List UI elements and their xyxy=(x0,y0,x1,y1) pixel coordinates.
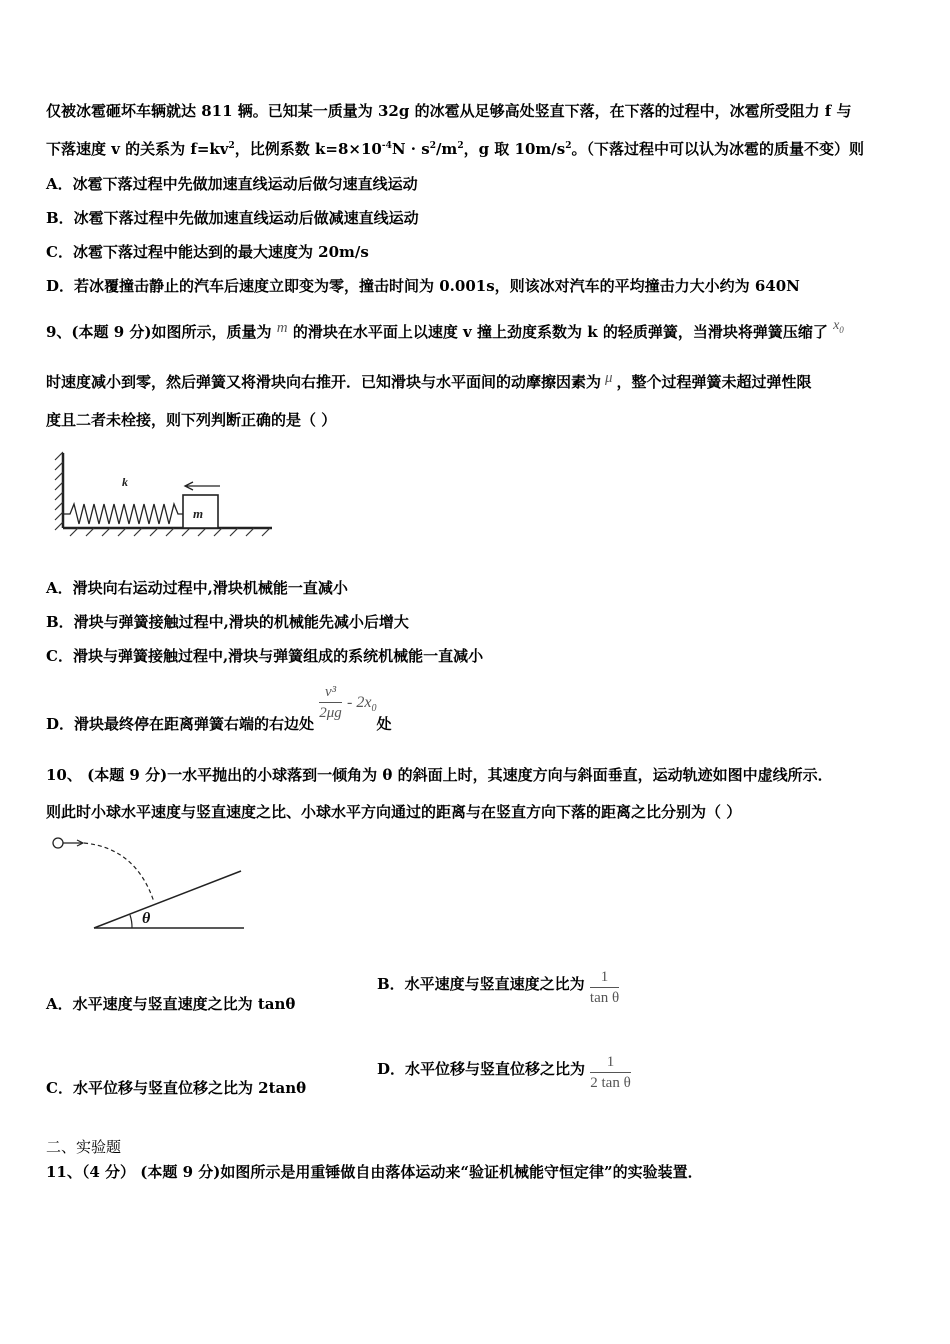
q9-option-a: A．滑块向右运动过程中,滑块机械能一直减小 xyxy=(46,579,348,597)
q9-option-d-text: 处 xyxy=(376,714,392,733)
q8-option-b: B．冰雹下落过程中先做加速直线运动后做减速直线运动 xyxy=(46,209,419,227)
superscript: 2 xyxy=(429,141,436,151)
intro-text: ，比例系数 k=8×10 xyxy=(234,140,382,158)
block-label: m xyxy=(193,506,204,521)
q10-option-b-text: B．水平速度与竖直速度之比为 xyxy=(377,974,585,993)
fraction-denominator: 2μg xyxy=(319,705,342,721)
intro-text: /m xyxy=(435,140,458,158)
q10-option-c: C．水平位移与竖直位移之比为 2tanθ xyxy=(46,1079,307,1097)
q8-option-d: D．若冰覆撞击静止的汽车后速度立即变为零，撞击时间为 0.001s，则该冰对汽车的平均撞击力大小约为 640N xyxy=(46,277,800,295)
q9-text: ，整个过程弹簧未超过弹性限 xyxy=(616,373,812,391)
q9-option-b: B．滑块与弹簧接触过程中,滑块的机械能先减小后增大 xyxy=(46,613,409,631)
intro-line-2 xyxy=(46,139,864,159)
q9-text: 时速度减小到零，然后弹簧又将滑块向右推开．已知滑块与水平面间的动摩擦因素为 xyxy=(46,373,602,391)
intro-text: 下落速度 v 的关系为 f=kv xyxy=(46,140,229,158)
fraction-denominator: 2 tan θ xyxy=(590,1075,631,1091)
q9-stem-line-3: 度且二者未栓接，则下列判断正确的是（ ） xyxy=(46,411,337,429)
q10-stem-line-2: 则此时小球水平速度与竖直速度之比、小球水平方向通过的距离与在竖直方向下落的距离之比分别为（ ） xyxy=(46,803,742,821)
intro-line-1: 仅被冰雹砸坏车辆就达 811 辆。已知某一质量为 32g 的冰雹从足够高处竖直下落，在下落的过程中，冰雹所受阻力 f 与 xyxy=(46,102,852,120)
intro-text: 。（下落过程中可以认为冰雹的质量不变）则 xyxy=(571,140,864,158)
fraction xyxy=(590,967,619,1008)
superscript: 2 xyxy=(228,141,235,151)
var-mu: μ xyxy=(605,370,613,386)
incline xyxy=(94,871,241,928)
spring-block-figure xyxy=(50,448,280,540)
q8-option-a: A．冰雹下落过程中先做加速直线运动后做匀速直线运动 xyxy=(46,175,418,193)
spring xyxy=(63,504,183,524)
trajectory xyxy=(84,843,154,902)
fraction-numerator: 1 xyxy=(590,967,619,988)
angle-label: θ xyxy=(142,910,151,927)
intro-text: ，g 取 10m/s xyxy=(463,140,566,158)
q9-option-d-text: D．滑块最终停在距离弹簧右端的右边处 xyxy=(46,714,315,733)
q9-stem-line-1 xyxy=(46,318,844,348)
superscript: 2 xyxy=(457,141,464,151)
fraction-denominator: tan θ xyxy=(589,990,620,1006)
q10-option-a: A．水平速度与竖直速度之比为 tanθ xyxy=(46,995,296,1013)
fraction-numerator: v³ xyxy=(319,682,342,703)
superscript: 2 xyxy=(565,141,572,151)
q11-stem: 11、（4 分） (本题 9 分)如图所示是用重锤做自由落体运动来“验证机械能守恒定律”的实验装置． xyxy=(46,1163,703,1181)
subscript: 0 xyxy=(371,702,377,714)
q10-option-d xyxy=(377,1052,631,1093)
q9-option-c: C．滑块与弹簧接触过程中,滑块与弹簧组成的系统机械能一直减小 xyxy=(46,647,484,665)
fraction xyxy=(319,682,342,723)
q10-option-d-text: D．水平位移与竖直位移之比为 xyxy=(377,1059,586,1078)
fraction-numerator: 1 xyxy=(590,1052,631,1073)
intro-text: N · s xyxy=(391,140,430,158)
q9-stem-line-2 xyxy=(46,372,812,393)
angle-arc xyxy=(130,915,132,928)
section-heading: 二、实验题 xyxy=(46,1138,122,1156)
var-x0: x xyxy=(833,318,840,333)
spring-label: k xyxy=(122,475,128,489)
q9-text: 9、(本题 9 分)如图所示，质量为 xyxy=(46,323,272,341)
ball xyxy=(53,838,63,848)
q9-text: 的滑块在水平面上以速度 v 撞上劲度系数为 k 的轻质弹簧，当滑块将弹簧压缩了 xyxy=(292,323,828,341)
minus-term: - 2x xyxy=(347,693,372,711)
q8-option-c: C．冰雹下落过程中能达到的最大速度为 20m/s xyxy=(46,243,369,261)
q9-option-d xyxy=(46,684,392,733)
fraction xyxy=(590,1052,631,1093)
superscript: -4 xyxy=(381,141,392,151)
subscript: 0 xyxy=(839,324,844,335)
incline-projectile-figure xyxy=(46,830,256,940)
q10-stem-line-1: 10、 (本题 9 分)一水平抛出的小球落到一倾角为 θ 的斜面上时，其速度方向与斜面垂直，运动轨迹如图中虚线所示． xyxy=(46,766,833,784)
var-m: m xyxy=(276,320,288,336)
q10-option-b xyxy=(377,967,619,1008)
